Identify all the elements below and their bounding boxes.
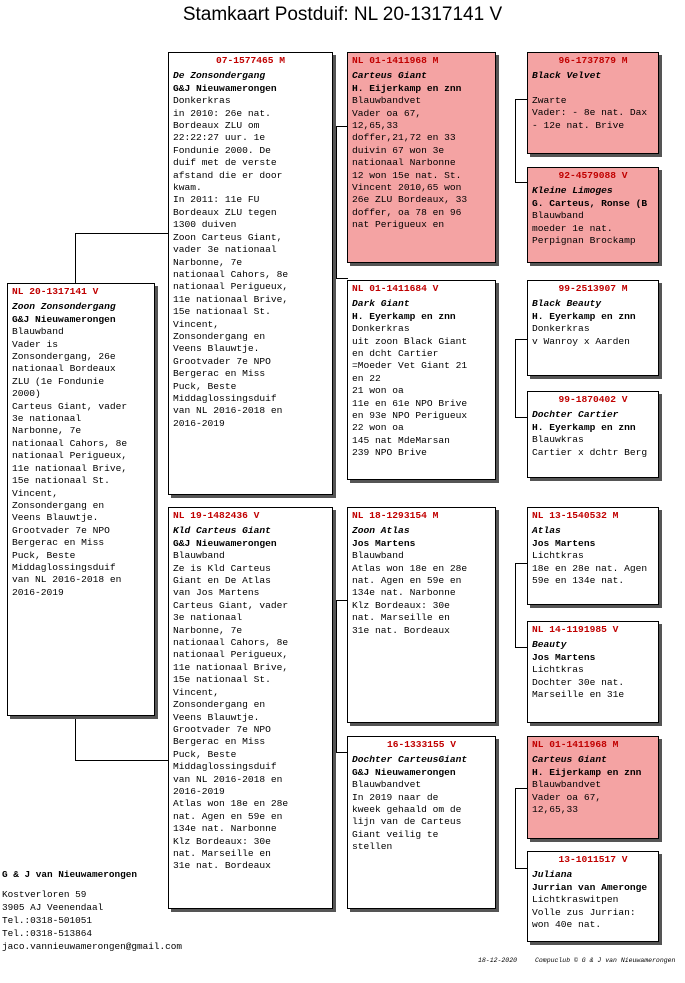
ring-number: NL 01-1411968 M [352,55,439,66]
pigeon-details: Donkerkras uit zoon Black Giant en dcht Cartier =Moeder Vet Giant 21 en 22 21 won oa 11e en 61e NPO Brive en 93e NPO Perigueux 22 won oa 145 nat MdeMarsan 239 NPO Brive [352,323,468,459]
pedigree-card-mmf [527,736,659,839]
pigeon-details: Blauwbandvet Vader oa 67, 12,65,33 [532,779,602,816]
pedigree-card-fm [347,280,496,480]
pigeon-name: Kleine Limoges [532,185,613,197]
owner-name: Jurrian van Ameronge [532,881,648,893]
ring-number: NL 19-1482436 V [173,510,260,521]
pigeon-details: Blauwband moeder 1e nat. Perpignan Brockamp [532,210,636,247]
owner-name: G. Carteus, Ronse (B [532,197,648,209]
pigeon-details: Lichtkras 18e en 28e nat. Agen 59e en 134e nat. [532,550,648,587]
pedigree-card-father [168,52,333,495]
pigeon-name: Juliana [532,869,573,881]
pigeon-details: Donkerkras in 2010: 26e nat. Bordeaux ZLU om 22:22:27 uur. 1e Fondunie 2000. De duif met de verste afstand die er door kwam. In 2011: 11e FU Bordeaux ZLU tegen 1300 duiven Zoon Carteus Giant, vader 3e nationaal Narbonne, 7e nationaal Cahors, 8e nationaal Perigueux, 11e nationaal Brive, 15e nationaal St. Vincent, Zonsondergang en Veens Blauwtje. Grootvader 7e NPO Bergerac en Miss Puck, Beste Middaglossingsduif van NL 2016-2018 en 2016-2019 [173,95,289,429]
pedigree-card-ffm [527,167,659,263]
ring-number: 13-1011517 V [558,854,628,865]
pedigree-card-fmf [527,280,659,376]
connector-line [515,99,516,182]
owner-name: H. Eyerkamp en znn [532,310,636,322]
pigeon-details: Blauwbandvet Vader oa 67, 12,65,33 doffer,21,72 en 33 duivin 67 won 3e nationaal Narbonne 12 won 15e nat. St. Vincent 2010,65 won 26e ZLU Bordeaux, 33 doffer, oa 78 en 96 nat Perigueux en [352,95,468,231]
pigeon-name: Dark Giant [352,298,410,310]
ring-number: 96-1737879 M [558,55,628,66]
ring-number: 16-1333155 V [386,739,457,750]
owner-name: H. Eijerkamp en znn [532,766,642,778]
address-city: 3905 AJ Veenendaal [2,902,104,913]
ring-number: 99-1870402 V [558,394,628,405]
owner-name: G&J Nieuwamerongen [173,82,277,94]
owner-name: Jos Martens [352,537,416,549]
pedigree-card-subject [7,283,155,716]
phone-1: Tel.:0318-501051 [2,915,93,926]
owner-name: G&J Nieuwamerongen [12,313,116,325]
owner-address [2,868,182,953]
ring-number: 92-4579088 V [558,170,628,181]
pigeon-name: Atlas [532,525,561,537]
pigeon-name: De Zonsondergang [173,70,266,82]
connector-line [75,760,169,761]
page-title: Stamkaart Postduif: NL 20-1317141 V [182,4,503,25]
connector-line [75,233,76,285]
ring-number: NL 14-1191985 V [532,624,619,635]
ring-number: NL 01-1411684 V [352,283,439,294]
pigeon-name: Carteus Giant [532,754,607,766]
pigeon-details: Blauwband Atlas won 18e en 28e nat. Agen en 59e en 134e nat. Narbonne Klz Bordeaux: 30e nat. Marseille en 31e nat. Bordeaux [352,550,468,636]
ring-number: 99-2513907 M [558,283,628,294]
pigeon-details: Zwarte Vader: - 8e nat. Dax - 12e nat. Brive [532,94,648,131]
ring-number: NL 13-1540532 M [532,510,619,521]
pedigree-card-mf [347,507,496,723]
pedigree-card-mfm [527,621,659,723]
pigeon-name: Carteus Giant [352,70,427,82]
owner-name: Jos Martens [532,537,596,549]
pigeon-details: Lichtkras Dochter 30e nat. Marseille en 31e [532,664,625,701]
pigeon-details: Blauwbandvet In 2019 naar de kweek gehaald om de lijn van de Carteus Giant veilig te stellen [352,779,462,853]
pedigree-card-mm [347,736,496,909]
pigeon-name: Zoon Zonsondergang [12,301,116,313]
pigeon-name: Zoon Atlas [352,525,410,537]
pigeon-name: Dochter Cartier [532,409,619,421]
pigeon-details: Blauwband Vader is Zonsondergang, 26e nationaal Bordeaux ZLU (1e Fondunie 2000) Carteus Giant, vader 3e nationaal Narbonne, 7e nationaal Cahors, 8e nationaal Perigueux, 11e nationaal Brive, 15e nationaal St. Vincent, Zonsondergang en Veens Blauwtje. Grootvader 7e NPO Bergerac en Miss Puck, Beste Middaglossingsduif van NL 2016-2018 en 2016-2019 [12,326,128,598]
phone-2: Tel.:0318-513864 [2,928,93,939]
pigeon-name: Kld Carteus Giant [173,525,271,537]
email-address: jaco.vannieuwamerongen@gmail.com [2,941,183,952]
pigeon-details: Blauwband Ze is Kld Carteus Giant en De Atlas van Jos Martens Carteus Giant, vader 3e nationaal Narbonne, 7e nationaal Cahors, 8e nationaal Perigueux, 11e nationaal Brive, 15e nationaal St. Vincent, Zonsondergang en Veens Blauwtje. Grootvader 7e NPO Bergerac en Miss Puck, Beste Middaglossingsduif van NL 2016-2018 en 2016-2019 Atlas won 18e en 28e nat. Agen en 59e en 134e nat. Narbonne Klz Bordeaux: 30e nat. Marseille en 31e nat. Bordeaux [173,550,289,872]
owner-name: Jos Martens [532,651,596,663]
credit-line: Compuclub © G & J van Nieuwamerongen [535,957,676,964]
pigeon-name: Beauty [532,639,567,651]
connector-line [515,563,516,647]
pedigree-card-fff [527,52,659,154]
address-street: Kostverloren 59 [2,889,87,900]
connector-line [336,600,337,752]
ring-number: NL 20-1317141 V [12,286,99,297]
owner-name: G & J van Nieuwamerongen [2,869,138,880]
print-date: 18-12-2020 [478,957,518,964]
pigeon-details: Blauwkras Cartier x dchtr Berg [532,434,648,458]
ring-number: NL 18-1293154 M [352,510,439,521]
owner-name: H. Eyerkamp en znn [532,421,636,433]
pedigree-card-mother [168,507,333,909]
pedigree-card-mff [527,507,659,605]
connector-line [336,278,348,279]
pedigree-card-mmm [527,851,659,942]
owner-name: H. Eijerkamp en znn [352,82,462,94]
owner-name: G&J Nieuwamerongen [173,537,277,549]
pedigree-card-fmm [527,391,659,478]
pigeon-name: Dochter CarteusGiant [352,754,468,766]
connector-line [75,233,169,234]
ring-number: NL 01-1411968 M [532,739,619,750]
connector-line [75,718,76,760]
pigeon-details: Donkerkras v Wanroy x Aarden [532,323,630,347]
pigeon-name: Black Beauty [532,298,602,310]
pedigree-card-ff [347,52,496,263]
pigeon-name: Black Velvet [532,70,602,82]
connector-line [515,788,516,868]
owner-name [532,83,654,95]
connector-line [515,339,516,417]
owner-name: H. Eyerkamp en znn [352,310,456,322]
pigeon-details: Lichtkraswitpen Volle zus Jurrian: won 40e nat. [532,894,636,931]
ring-number: 07-1577465 M [215,55,286,66]
connector-line [336,126,337,278]
owner-name: G&J Nieuwamerongen [352,766,456,778]
